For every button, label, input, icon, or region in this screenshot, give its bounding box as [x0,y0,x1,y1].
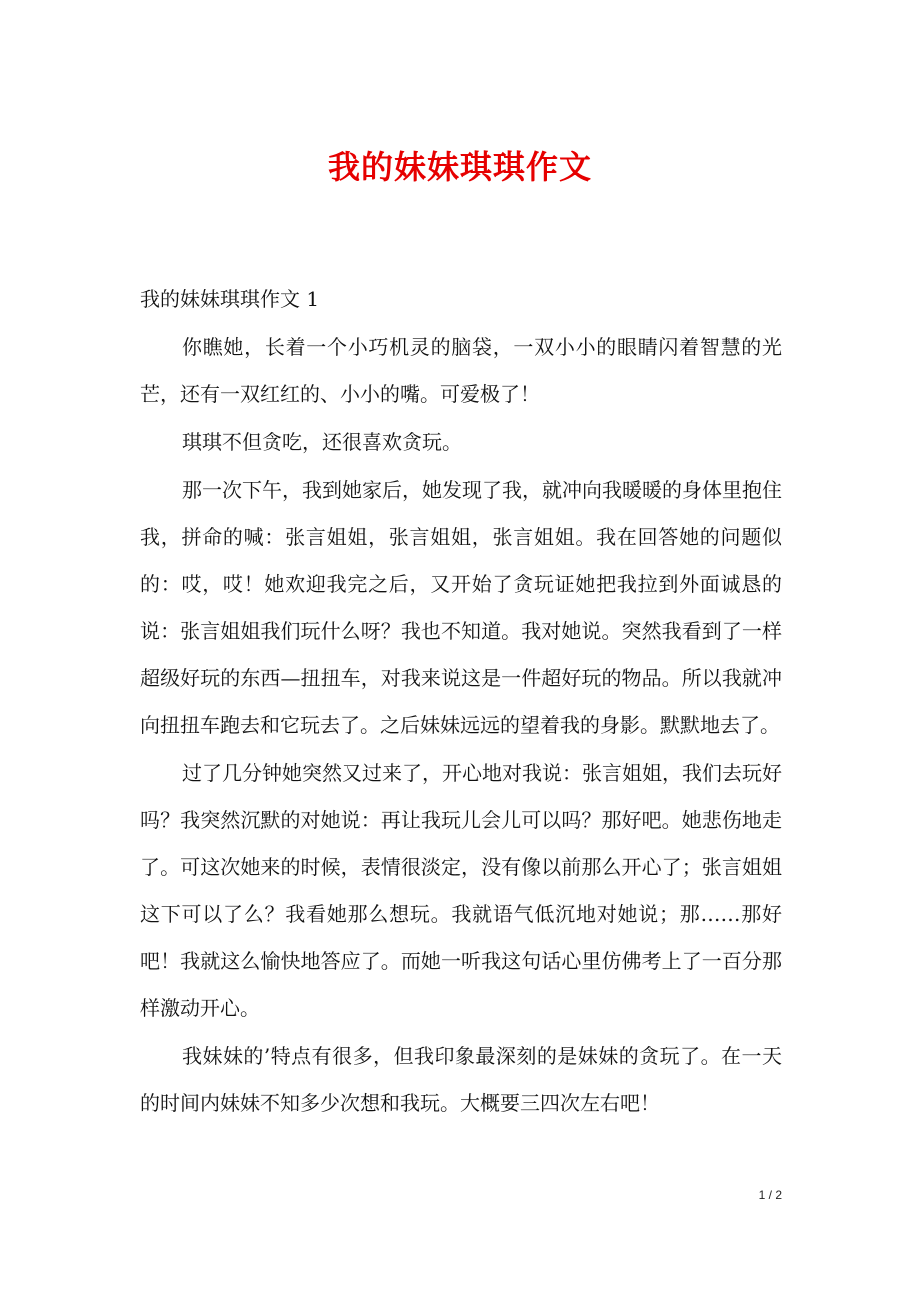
paragraph-2: 琪琪不但贪吃，还很喜欢贪玩。 [182,430,462,454]
paragraph-1: 你瞧她，长着一个小巧机灵的脑袋，一双小小的眼睛闪着智慧的光芒，还有一双红红的、小小的嘴。可爱极了！ [140,335,782,406]
paragraph-5: 我妹妹的’特点有很多，但我印象最深刻的是妹妹的贪玩了。在一天的时间内妹妹不知多少次想和我玩。大概要三四次左右吧！ [140,1044,782,1115]
document-title: 我的妹妹琪琪作文 [327,148,592,186]
section-heading: 我的妹妹琪琪作文 1 [140,287,320,311]
page-number: 1 / 2 [758,1188,782,1202]
paragraph-3: 那一次下午，我到她家后，她发现了我，就冲向我暖暖的身体里抱住我，拼命的喊：张言姐姐，张言姐姐，张言姐姐。我在回答她的问题似的：哎，哎！她欢迎我完之后，又开始了贪玩证她把我拉到外面诚恳的说：张言姐姐我们玩什么呀？我也不知道。我对她说。突然我看到了一样超级好玩的东西—扭扭车，对我来说这是一件超好玩的物品。所以我就冲向扭扭车跑去和它玩去了。之后妹妹远远的望着我的身影。默默地去了。 [140,478,782,737]
paragraph-4: 过了几分钟她突然又过来了，开心地对我说：张言姐姐，我们去玩好吗？我突然沉默的对她说：再让我玩儿会儿可以吗？那好吧。她悲伤地走了。可这次她来的时候，表情很淡定，没有像以前那么开心了；张言姐姐这下可以了么？我看她那么想玩。我就语气低沉地对她说；那……那好吧！我就这么愉快地答应了。而她一听我这句话心里仿佛考上了一百分那样激动开心。 [140,761,782,1020]
document-body [140,276,782,1127]
